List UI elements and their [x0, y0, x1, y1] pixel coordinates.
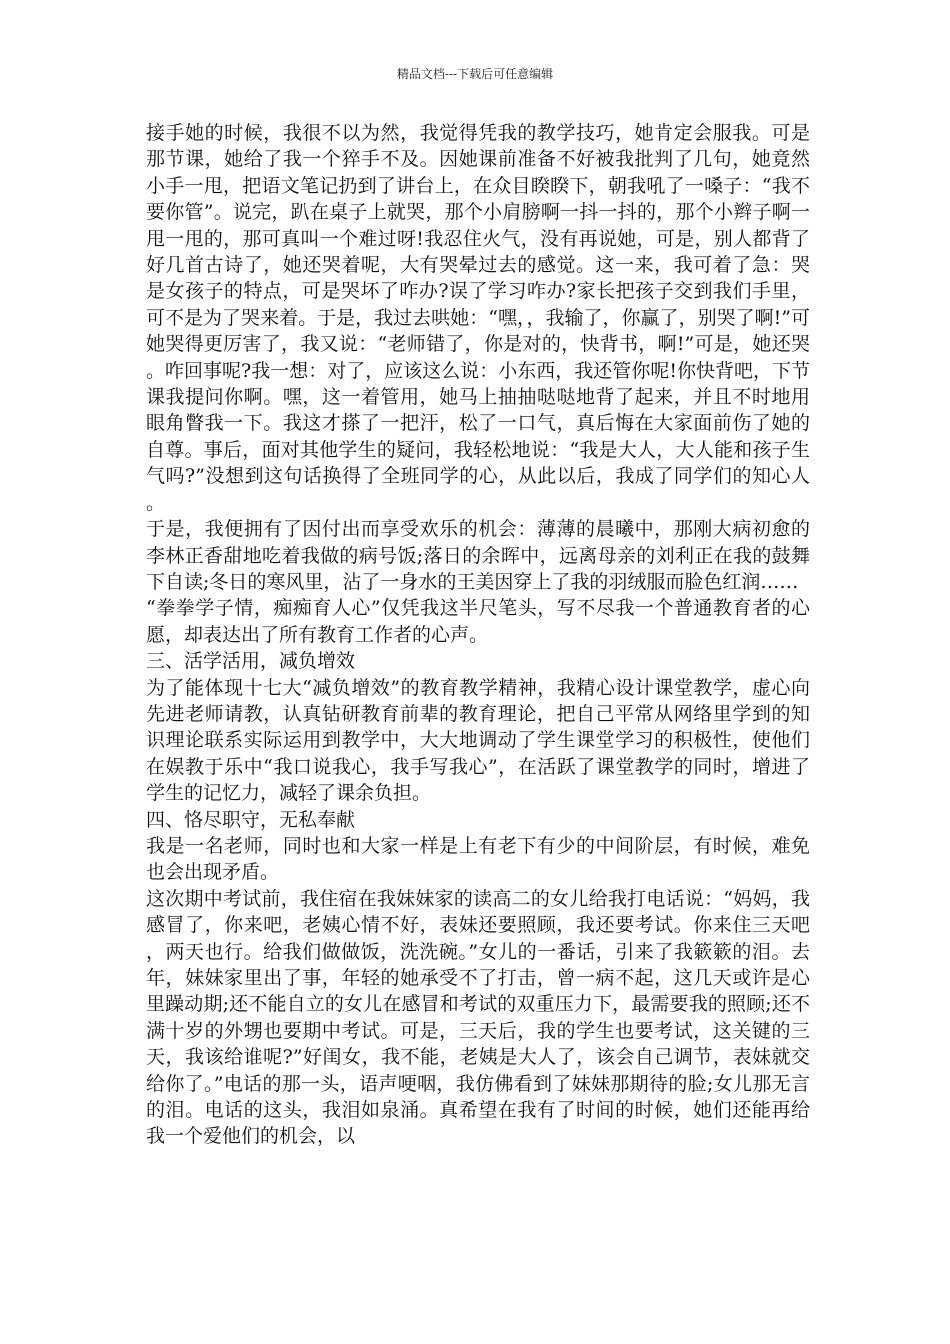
paragraph-6: 这次期中考试前，我住宿在我妹妹家的读高二的女儿给我打电话说：“妈妈，我感冒了，你来吧，老姨心情不好，表妹还要照顾，我还要考试。你来住三天吧，两天也行。给我们做做饭，洗洗碗。”女儿的一番话，引来了我簌簌的泪。去年，妹妹家里出了事，年轻的她承受不了打击，曾一病不起，这几天或许是心里躁动期;还不能自立的女儿在感冒和考试的双重压力下，最需要我的照顾;还不满十岁的外甥也要期中考试。可是，三天后，我的学生也要考试，这关键的三天，我该给谁呢?”好闺女，我不能，老姨是大人了，该会自己调节，表妹就交给你了。”电话的那一头，语声哽咽，我仿佛看到了妹妹那期待的脸;女儿那无言的泪。电话的这头，我泪如泉涌。真希望在我有了时间的时候，她们还能再给我一个爱他们的机会，以 [146, 887, 810, 1148]
paragraph-5: 我是一名老师，同时也和大家一样是上有老下有少的中间阶层，有时候，难免也会出现矛盾。 [146, 834, 810, 884]
section-heading-4: 四、恪尽职守，无私奉献 [146, 808, 356, 831]
page-header: 精品文档---下载后可任意编辑 [396, 67, 554, 81]
paragraph-3: “拳拳学子情，痴痴育人心”仅凭我这半尺笔头，写不尽我一个普通教育者的心愿，却表达出了所有教育工作者的心声。 [146, 597, 810, 646]
paragraph-4: 为了能体现十七大“减负增效”的教育教学精神，我精心设计课堂教学，虚心向先进老师请教，认真钻研教育前辈的教育理论，把自己平常从网络里学到的知识理论联系实际运用到教学中，大大地调动了学生课堂学习的积极性，使他们在娱教于乐中“我口说我心，我手写我心”，在活跃了课堂教学的同时，增进了学生的记忆力，减轻了课余负担。 [146, 676, 810, 805]
paragraph-1: 接手她的时候，我很不以为然，我觉得凭我的教学技巧，她肯定会服我。可是那节课，她给了我一个猝手不及。因她课前准备不好被我批判了几句，她竟然小手一甩，把语文笔记扔到了讲台上，在众目睽睽下，朝我吼了一嗓子：“我不要你管”。说完，趴在桌子上就哭，那个小肩膀啊一抖一抖的，那个小辫子啊一甩一甩的，那可真叫一个难过呀!我忍住火气，没有再说她，可是，别人都背了好几首古诗了，她还哭着呢，大有哭晕过去的感觉。这一来，我可着了急：哭是女孩子的特点，可是哭坏了咋办?误了学习咋办?家长把孩子交到我们手里，可不是为了哭来着。于是，我过去哄她：“嘿，，我输了，你赢了，别哭了啊!”可她哭得更厉害了，我又说：“老师错了，你是对的，快背书，啊!”可是，她还哭。咋回事呢?我一想：对了，应该这么说：小东西，我还管你呢!你快背吧，下节课我提问你啊。嘿，这一着管用，她马上抽抽哒哒地背了起来，并且不时地用眼角瞥我一下。我这才搽了一把汗，松了一口气，真后悔在大家面前伤了她的自尊。事后，面对其他学生的疑问，我轻松地说：“我是大人，大人能和孩子生气吗?”没想到这句话换得了全班同学的心，从此以后，我成了同学们的知心人。 [146, 122, 810, 514]
paragraph-2: 于是，我便拥有了因付出而享受欢乐的机会：薄薄的晨曦中，那刚大病初愈的李林正香甜地吃着我做的病号饭;落日的余晖中，远离母亲的刘利正在我的鼓舞下自读;冬日的寒风里，沾了一身水的王美因穿上了我的羽绒服而脸色红润…… [146, 518, 810, 593]
document-body [146, 120, 810, 1150]
section-heading-3: 三、活学活用，减负增效 [146, 650, 356, 673]
